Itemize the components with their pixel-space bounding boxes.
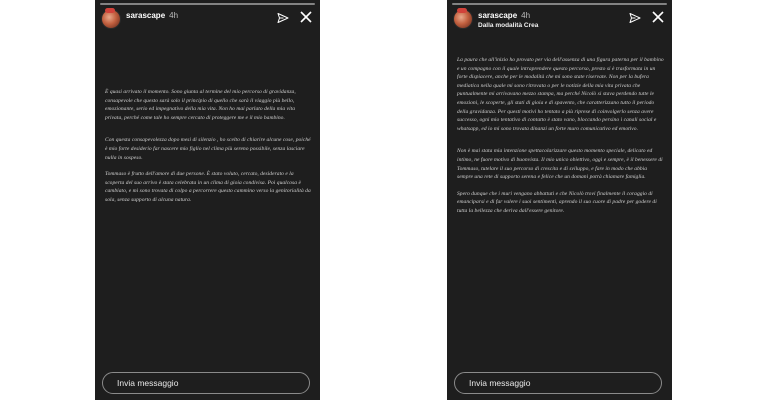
avatar[interactable] [453,9,473,29]
send-icon[interactable] [277,11,289,29]
progress-bar [100,3,315,5]
story-header [478,11,530,20]
story-panel-left [95,0,320,400]
reply-input[interactable]: Invia messaggio [454,372,662,394]
story-text [457,56,664,224]
reply-input[interactable]: Invia messaggio [102,372,310,394]
story-paragraph: È quasi arrivato il momento. Sono giunta al termine del mio percorso di gravidanza, consapevole che questo sarà solo il principio di quello che sarà il viaggio più bello, emozionante, serio ed impegnativo della mia vita. Non ho mai parlato della mia vita privata, perché come tale ho sempre cercato di proteggere me e il mio bambino. [105,89,296,121]
story-paragraph: Non è mai stata mia intenzione spettacolarizzare questo momento speciale, delicato ed intimo, ne fuore motivo di buonvista. Il mio unico obiettivo, oggi e sempre, è il benessere di Tommaso, tutelare il suo percorso di crescita e di sviluppo, e fare in modo che abbia sempre una rete di supporto serena e felice che un domani potrà chiamare famiglia. [457,148,663,181]
story-text [105,88,312,213]
story-panel-right [447,0,672,400]
close-icon[interactable] [651,10,665,29]
story-paragraph: Tommaso è frutto dell'amore di due persone. È stato voluto, cercato, desiderato e la scoperta del suo arrivo è stata celebrata in un clima di gioia condivisa. Poi qualcosa è cambiato, e mi sono trovata di colpo a percorrere questo cammino verso la genitorialità da sola, senza supporto di alcuna natura. [105,171,311,203]
send-icon[interactable] [629,11,641,29]
timestamp: 4h [521,11,531,20]
close-icon[interactable] [299,10,313,29]
username[interactable]: sarascape [478,11,518,20]
story-paragraph: La paura che all'inizio ho provato per via dell'assenza di una figura paterna per il bambino e un compagno con il quale intraprendere questo percorso, presto si è trasformata in un forte dispiacere, anche per le modalità che mi sono state riservate. Non per la bufera mediatica nella quale mi sono ritrovata o per le notizie della mia vita privata che puntualmente mi arrivavano mezzo stampa, ma perché Nicolò si stava perdendo tutte le emozioni, le scoperte, gli stati di gioia e di spavento, che caratterizzano tutto il periodo della gravidanza. Per questi motivi ho tentato a più riprese di coinvolgerlo senza avere successo, ogni mio tentativo di contatto è stato vano, bloccando persino i canali social e whatsapp, ed io mi sono trovata dinanzi un forte muro comunicativo ed emotivo. [457,57,664,132]
story-paragraph: Spero dunque che i muri vengano abbattuti e che Nicolò trovi finalmente il coraggio di emanciparsi e di far valere i suoi sentimenti, aprendo il suo cuore di padre per godere di tutta la bellezza che deriva dall'essere genitore. [457,190,657,214]
progress-bar [452,3,667,5]
timestamp: 4h [169,11,179,20]
avatar[interactable] [101,9,121,29]
story-header [126,11,178,20]
story-paragraph: Con questa consapevolezza dopo mesi di silenzio , ho scelto di chiarire alcune cose, poiché è mio forte desiderio far nascere mio figlio nel clima più sereno possibile, senza lasciare nulla in sospeso. [105,137,311,161]
story-subtitle: Dalla modalità Crea [478,22,539,29]
username[interactable]: sarascape [126,11,166,20]
